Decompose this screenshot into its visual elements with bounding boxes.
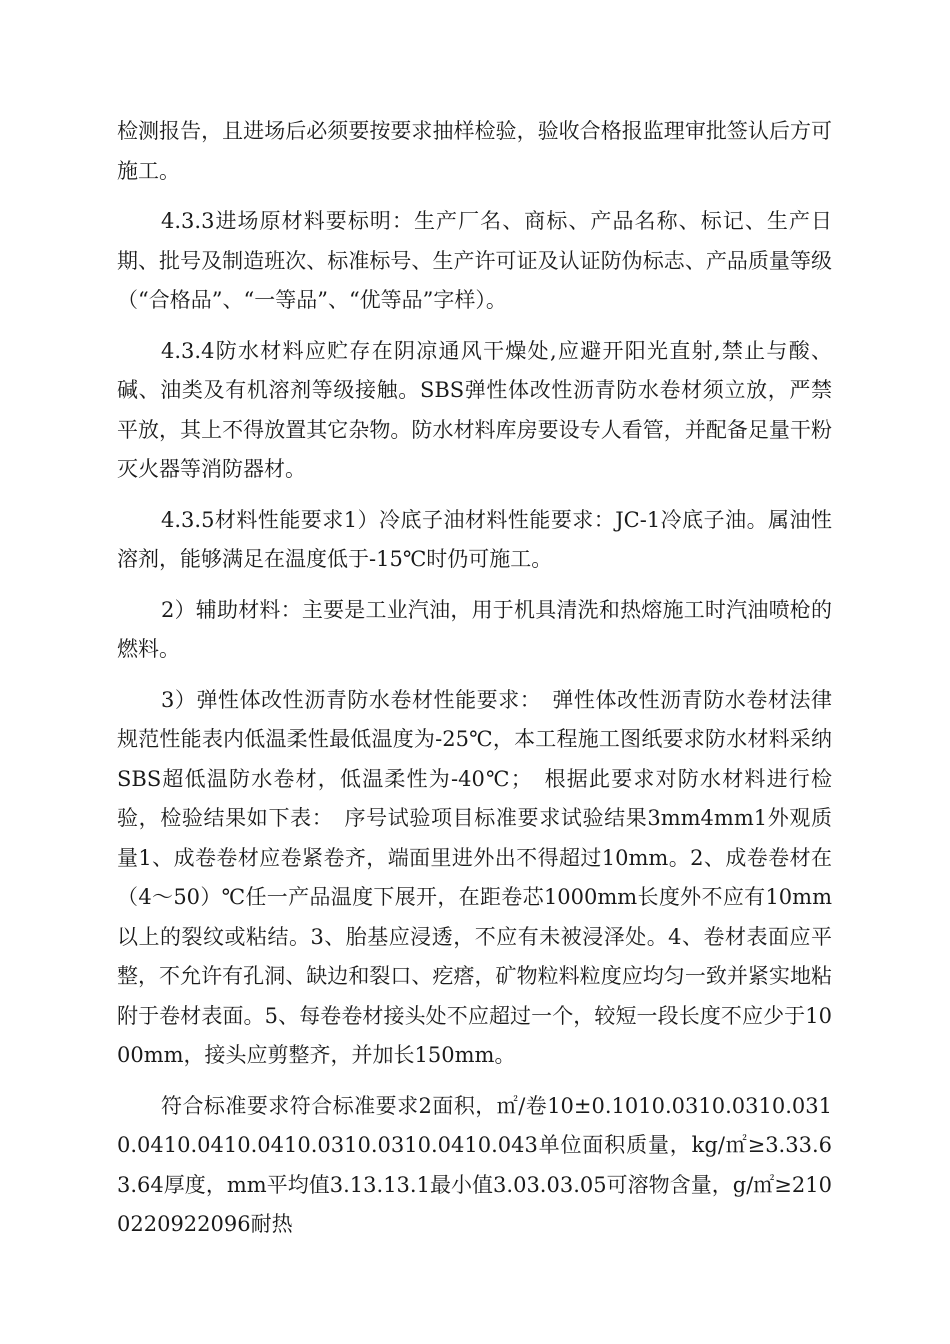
paragraph-membrane-requirements: 3）弹性体改性沥青防水卷材性能要求： 弹性体改性沥青防水卷材法律规范性能表内低温柔性最低温度为-25℃，本工程施工图纸要求防水材料采纳SBS超低温防水卷材，低温柔性为-40℃； 根据此要求对防水材料进行检验，检验结果如下表： 序号试验项目标准要求试验结果3mm4mm1外观质量1、成卷卷材应卷紧卷齐，端面里进外出不得超过10mm。2、成卷卷材在（4～50）℃任一产品温度下展开，在距卷芯1000mm长度外不应有10mm以上的裂纹或粘结。3、胎基应浸透，不应有未被浸泽处。4、卷材表面应平整，不允许有孔洞、缺边和裂口、疙瘩，矿物粒料粒度应均匀一致并紧实地粘附于卷材表面。5、每卷卷材接头处不应超过一个，较短一段长度不应少于1000mm，接头应剪整齐，并加长150mm。	[117, 687, 832, 1067]
paragraph-4-3-3-material-labeling: 4.3.3进场原材料要标明：生产厂名、商标、产品名称、标记、生产日期、批号及制造班次、标准标号、生产许可证及认证防伪标志、产品质量等级（“合格品”、“一等品”、“优等品”字样）。	[117, 209, 832, 312]
paragraph-auxiliary-materials: 2）辅助材料：主要是工业汽油，用于机具清洗和热熔施工时汽油喷枪的燃料。	[117, 597, 832, 661]
paragraph-test-results: 符合标准要求符合标准要求2面积，㎡/卷10±0.1010.0310.0310.0310.0410.0410.0410.0310.0310.0410.043单位面积质量，kg/㎡≥3.33.63.64厚度，mm平均值3.13.13.1最小值3.03.03.05可溶物含量，g/㎡≥2100220922096耐热	[117, 1093, 832, 1236]
paragraph-4-3-5-material-performance: 4.3.5材料性能要求1）冷底子油材料性能要求：JC-1冷底子油。属油性溶剂，能够满足在温度低于-15℃时仍可施工。	[117, 507, 832, 571]
paragraph-4-3-4-material-storage: 4.3.4防水材料应贮存在阴凉通风干燥处,应避开阳光直射,禁止与酸、碱、油类及有机溶剂等级接触。SBS弹性体改性沥青防水卷材须立放，严禁平放，其上不得放置其它杂物。防水材料库房要设专人看管，并配备足量干粉灭火器等消防器材。	[117, 338, 832, 481]
document-page	[117, 112, 832, 1245]
paragraph-inspection-report: 检测报告，且进场后必须要按要求抽样检验，验收合格报监理审批签认后方可施工。	[117, 119, 832, 183]
